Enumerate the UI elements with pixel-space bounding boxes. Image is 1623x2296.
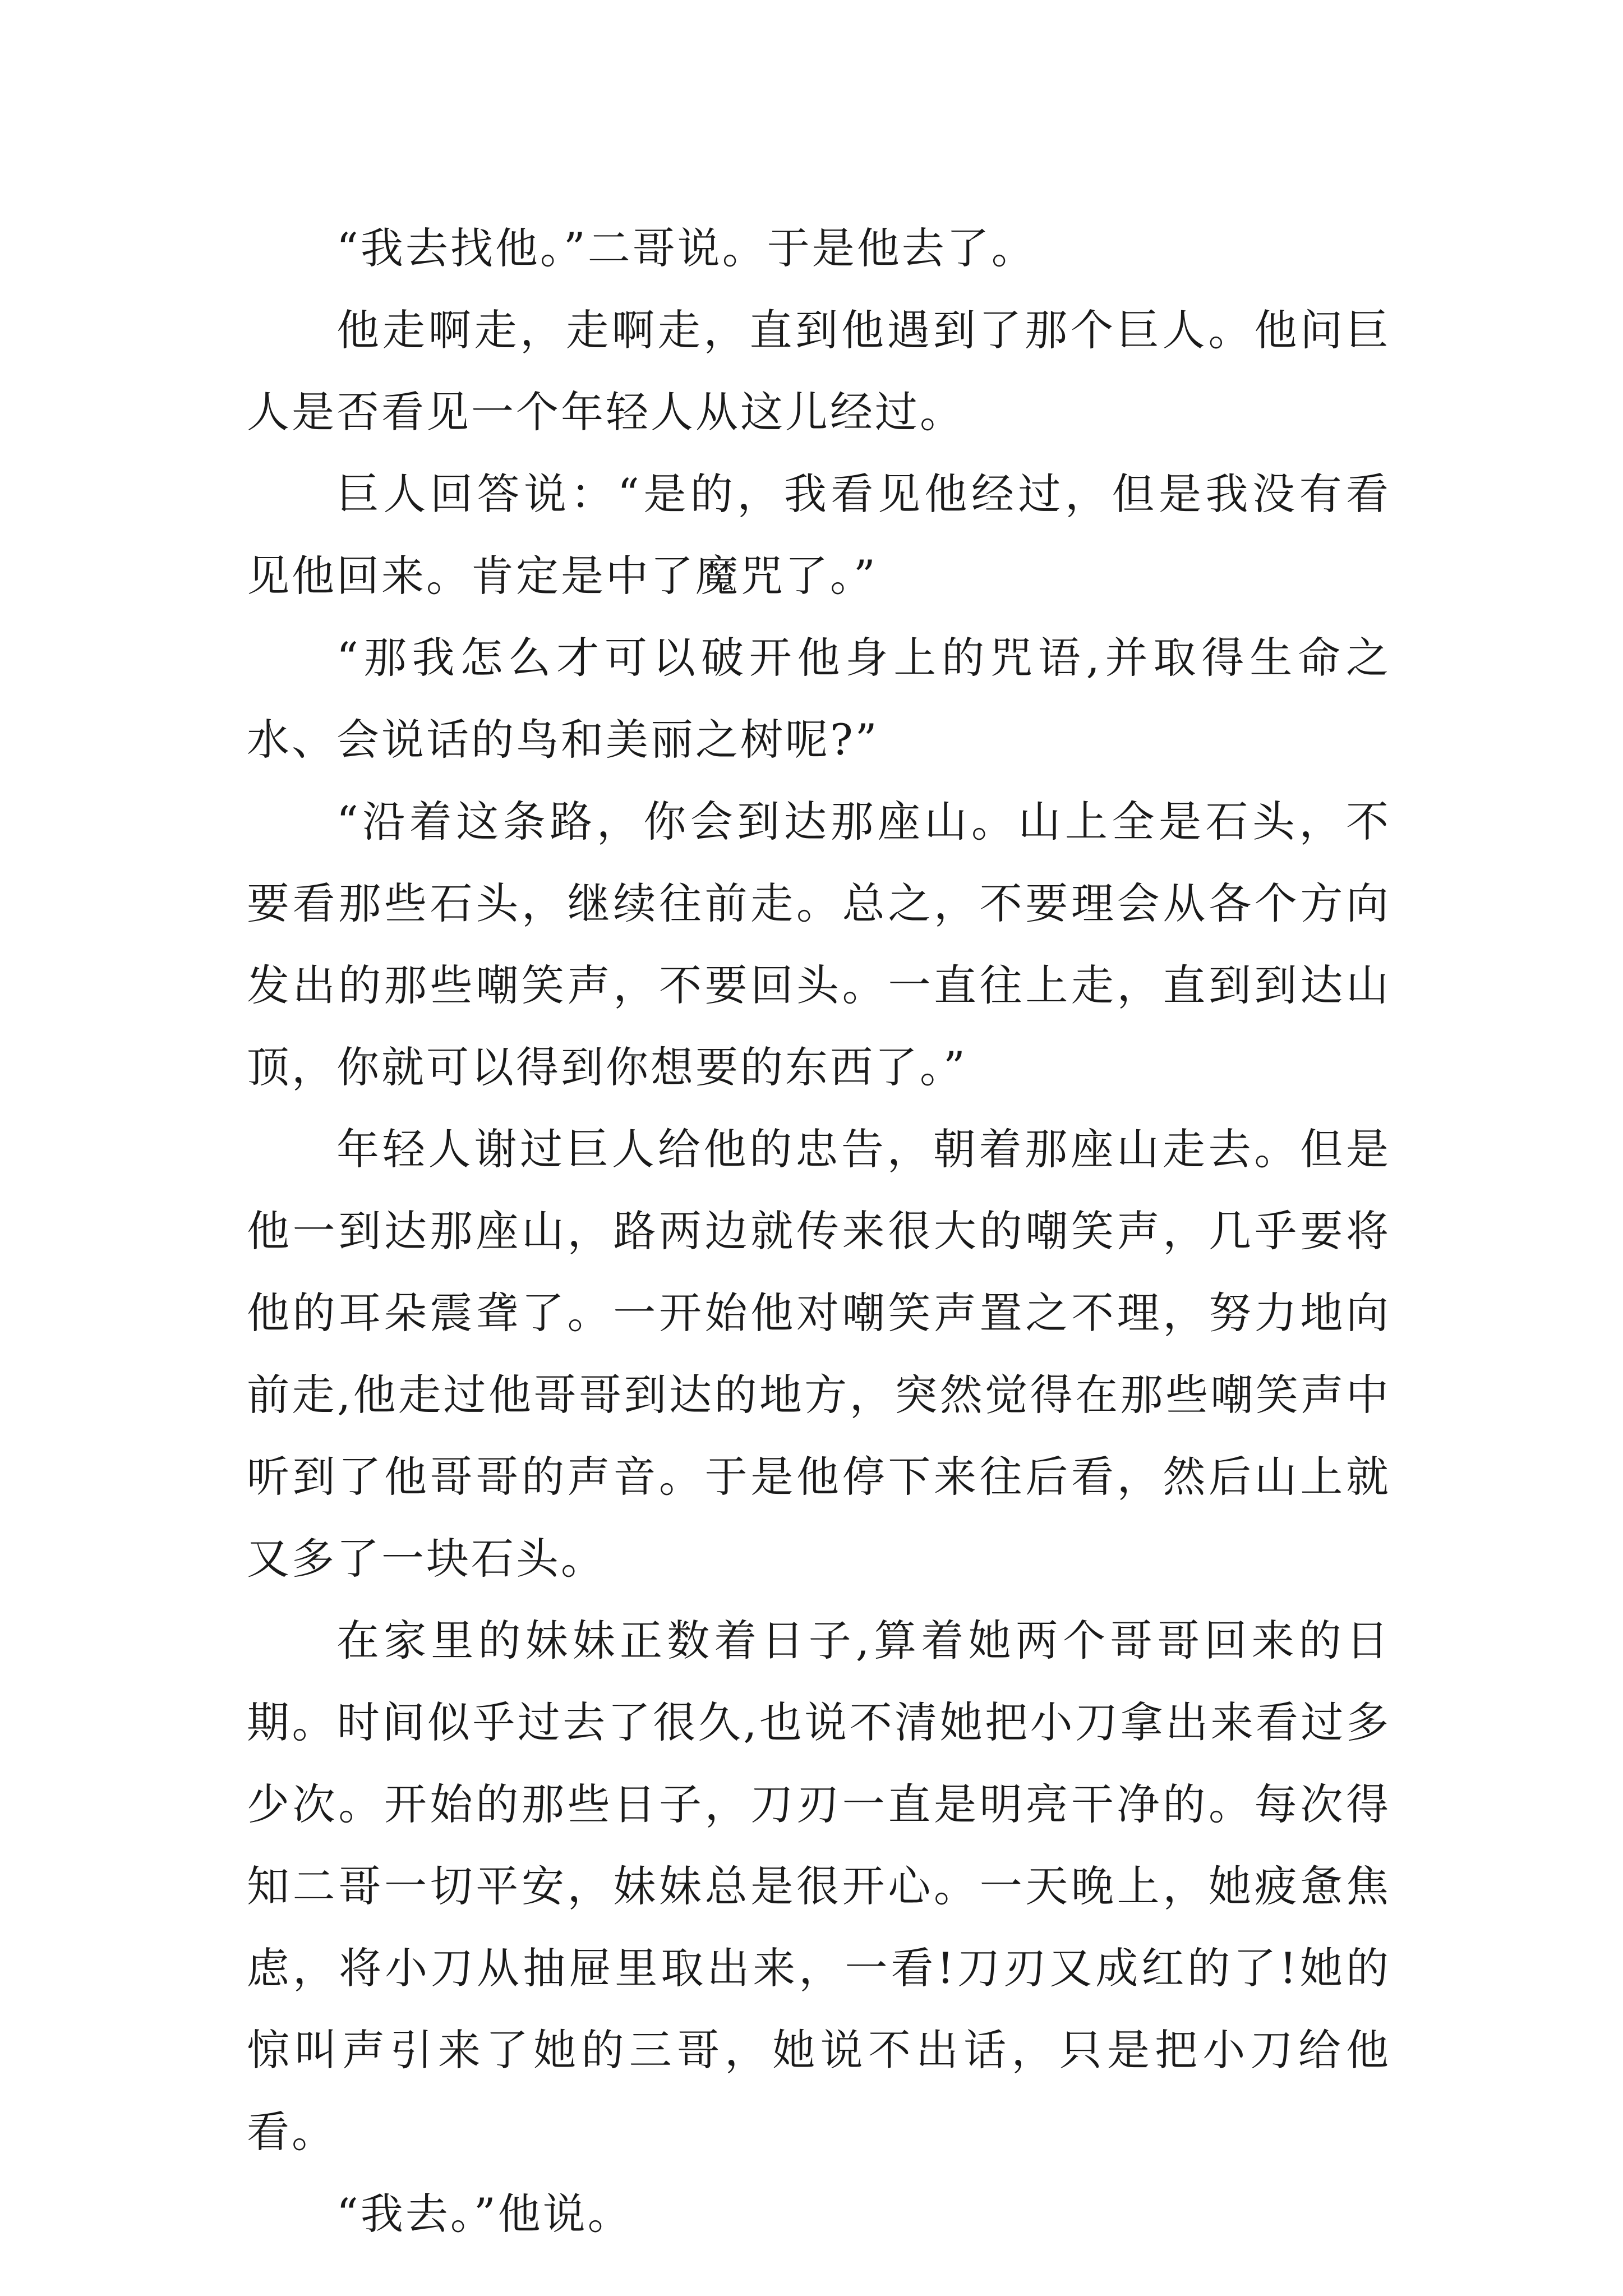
paragraph: 在家里的妹妹正数着日子,算着她两个哥哥回来的日期。时间似乎过去了很久,也说不清她把小刀拿出来看过多少次。开始的那些日子，刀刃一直是明亮干净的。每次得知二哥一切平安，妹妹总是很开心。一天晚上，她疲惫焦虑，将小刀从抽屉里取出来，一看!刀刃又成红的了!她的惊叫声引来了她的三哥，她说不出话，只是把小刀给他看。: [247, 1616, 1391, 2157]
paragraph: 他走啊走，走啊走，直到他遇到了那个巨人。他问巨人是否看见一个年轻人从这儿经过。: [247, 305, 1391, 437]
paragraph: “我去找他。”二哥说。于是他去了。: [336, 223, 1036, 273]
paragraph: 巨人回答说：“是的，我看见他经过，但是我没有看见他回来。肯定是中了魔咒了。”: [247, 469, 1391, 601]
paragraph: “沿着这条路，你会到达那座山。山上全是石头，不要看那些石头，继续往前走。总之，不要理会从各个方向发出的那些嘲笑声，不要回头。一直往上走，直到到达山顶，你就可以得到你想要的东西了。”: [247, 797, 1391, 1092]
story-text: [247, 208, 1391, 2255]
paragraph: “那我怎么才可以破开他身上的咒语,并取得生命之水、会说话的鸟和美丽之树呢?”: [247, 633, 1391, 765]
paragraph: 年轻人谢过巨人给他的忠告，朝着那座山走去。但是他一到达那座山，路两边就传来很大的嘲笑声，几乎要将他的耳朵震聋了。一开始他对嘲笑声置之不理，努力地向前走,他走过他哥哥到达的地方，突然觉得在那些嘲笑声中听到了他哥哥的声音。于是他停下来往后看，然后山上就又多了一块石头。: [247, 1124, 1391, 1584]
paragraph: “我去。”他说。: [336, 2189, 633, 2239]
